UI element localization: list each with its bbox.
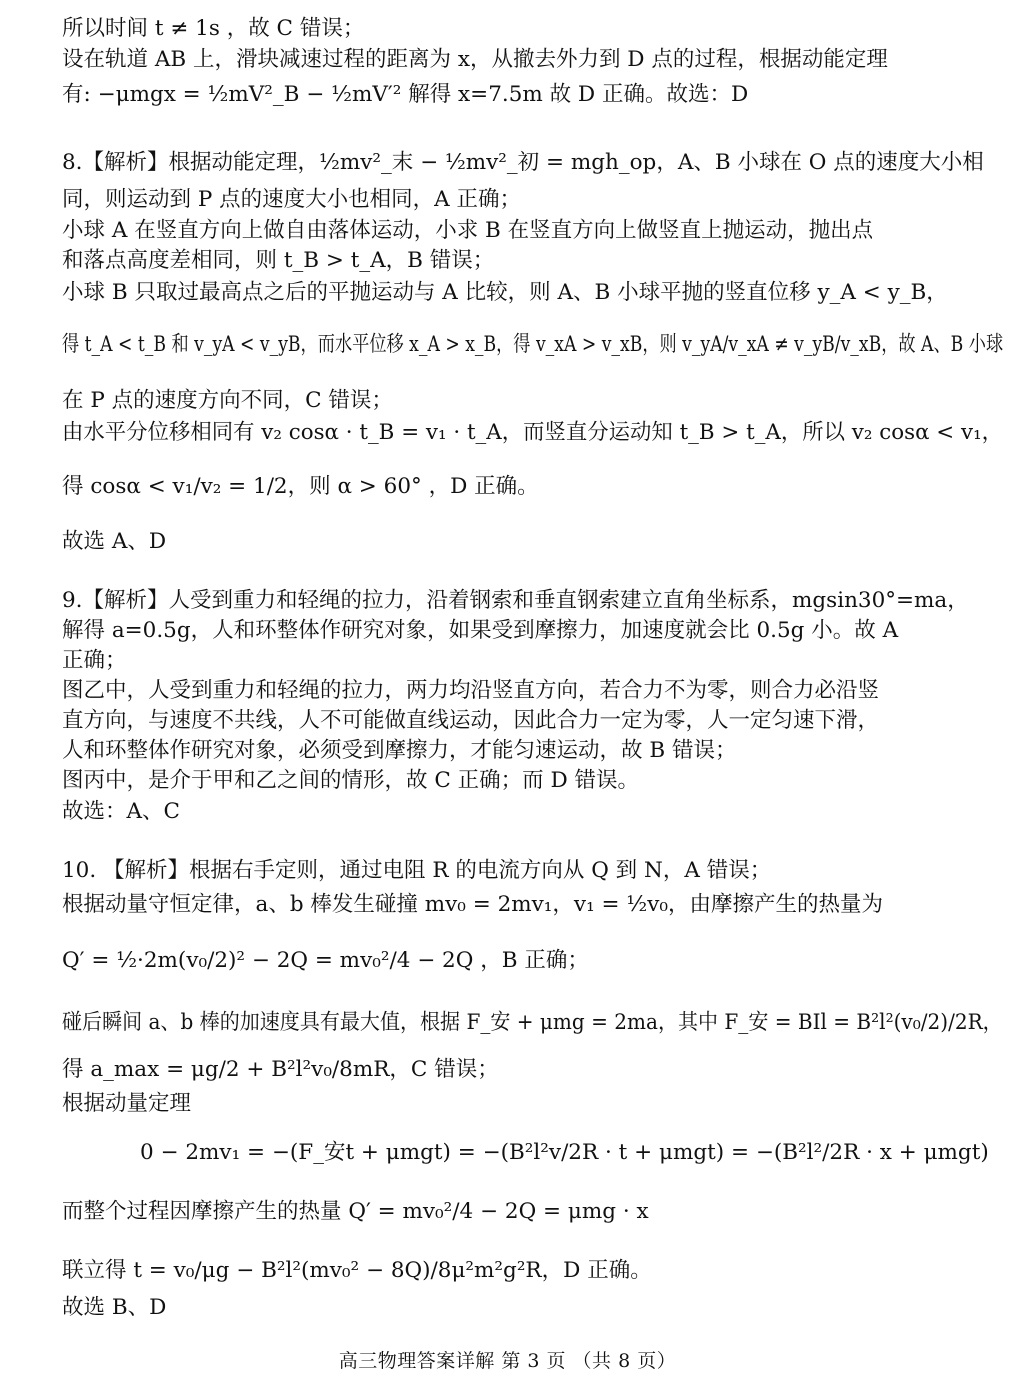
text-line: 直方向，与速度不共线，人不可能做直线运动，因此合力一定为零，人一定匀速下滑， bbox=[62, 708, 880, 733]
text-line: 联立得 t = v₀/μg − B²l²(mv₀² − 8Q)/8μ²m²g²R，D 正确。 bbox=[62, 1258, 652, 1283]
text-line: Q′ = ½·2m(v₀/2)² − 2Q = mv₀²/4 − 2Q ，B 正确； bbox=[62, 948, 589, 973]
text-line: 碰后瞬间 a、b 棒的加速度具有最大值，根据 F_安 + μmg = 2ma，其中 F_安 = BIl = B²l²(v₀/2)/2R， bbox=[62, 1010, 1003, 1035]
text-line: 故选 A、D bbox=[62, 529, 167, 554]
page-footer: 高三物理答案详解 第 3 页 （共 8 页） bbox=[338, 1350, 677, 1372]
text-line: 和落点高度差相同，则 t_B > t_A，B 错误； bbox=[62, 248, 495, 273]
text-line: 在 P 点的速度方向不同，C 错误； bbox=[62, 388, 393, 413]
text-line: 解得 a=0.5g，人和环整体作研究对象，如果受到摩擦力，加速度就会比 0.5g 小。故 A bbox=[62, 618, 899, 643]
text-line: 小球 B 只取过最高点之后的平抛运动与 A 比较，则 A、B 小球平抛的竖直位移 y_A < y_B， bbox=[62, 280, 948, 305]
text-line: 图乙中，人受到重力和轻绳的拉力，两力均沿竖直方向，若合力不为零，则合力必沿竖 bbox=[62, 678, 880, 703]
text-line: 故选：A、C bbox=[62, 799, 180, 824]
text-line: 而整个过程因摩擦产生的热量 Q′ = mv₀²/4 − 2Q = μmg · x bbox=[62, 1199, 649, 1224]
text-line: 所以时间 t ≠ 1s ，故 C 错误； bbox=[62, 16, 365, 41]
text-line: 10. 【解析】根据右手定则，通过电阻 R 的电流方向从 Q 到 N，A 错误； bbox=[62, 858, 772, 883]
text-line: 有: −μmgx = ½mV²_B − ½mV′² 解得 x=7.5m 故 D 正确。故选：D bbox=[62, 82, 749, 107]
text-line: 8.【解析】根据动能定理，½mv²_末 − ½mv²_初 = mgh_op，A、B 小球在 O 点的速度大小相 bbox=[62, 150, 984, 175]
text-line: 人和环整体作研究对象，必须受到摩擦力，才能匀速运动，故 B 错误； bbox=[62, 738, 737, 763]
text-line: 根据动量定理 bbox=[62, 1091, 192, 1116]
text-line: 设在轨道 AB 上，滑块减速过程的距离为 x，从撤去外力到 D 点的过程，根据动能定理 bbox=[62, 47, 888, 72]
equation-line: 0 − 2mv₁ = −(F_安t + μmgt) = −(B²l²v/2R · t + μmgt) = −(B²l²/2R · x + μmgt) bbox=[140, 1140, 989, 1165]
text-line: 根据动量守恒定律，a、b 棒发生碰撞 mv₀ = 2mv₁，v₁ = ½v₀，由摩擦产生的热量为 bbox=[62, 892, 883, 917]
text-line: 得 cosα < v₁/v₂ = 1/2，则 α > 60° ，D 正确。 bbox=[62, 474, 539, 499]
text-line: 由水平分位移相同有 v₂ cosα · t_B = v₁ · t_A，而竖直分运动知 t_B > t_A，所以 v₂ cosα < v₁， bbox=[62, 420, 1004, 445]
text-line: 故选 B、D bbox=[62, 1295, 167, 1320]
text-line: 图丙中，是介于甲和乙之间的情形，故 C 正确；而 D 错误。 bbox=[62, 768, 640, 793]
text-line: 得 a_max = μg/2 + B²l²v₀/8mR，C 错误； bbox=[62, 1057, 499, 1082]
text-line: 得 t_A < t_B 和 v_yA < v_yB，而水平位移 x_A > x_B，得 v_xA > v_xB，则 v_yA/v_xA ≠ v_yB/v_xB，故 A、B 小球 bbox=[62, 332, 1004, 357]
text-line: 同，则运动到 P 点的速度大小也相同，A 正确； bbox=[62, 187, 521, 212]
text-line: 正确； bbox=[62, 648, 127, 673]
text-line: 9.【解析】人受到重力和轻绳的拉力，沿着钢索和垂直钢索建立直角坐标系，mgsin30°=ma， bbox=[62, 588, 969, 613]
text-line: 小球 A 在竖直方向上做自由落体运动，小求 B 在竖直方向上做竖直上抛运动，抛出点 bbox=[62, 218, 874, 243]
